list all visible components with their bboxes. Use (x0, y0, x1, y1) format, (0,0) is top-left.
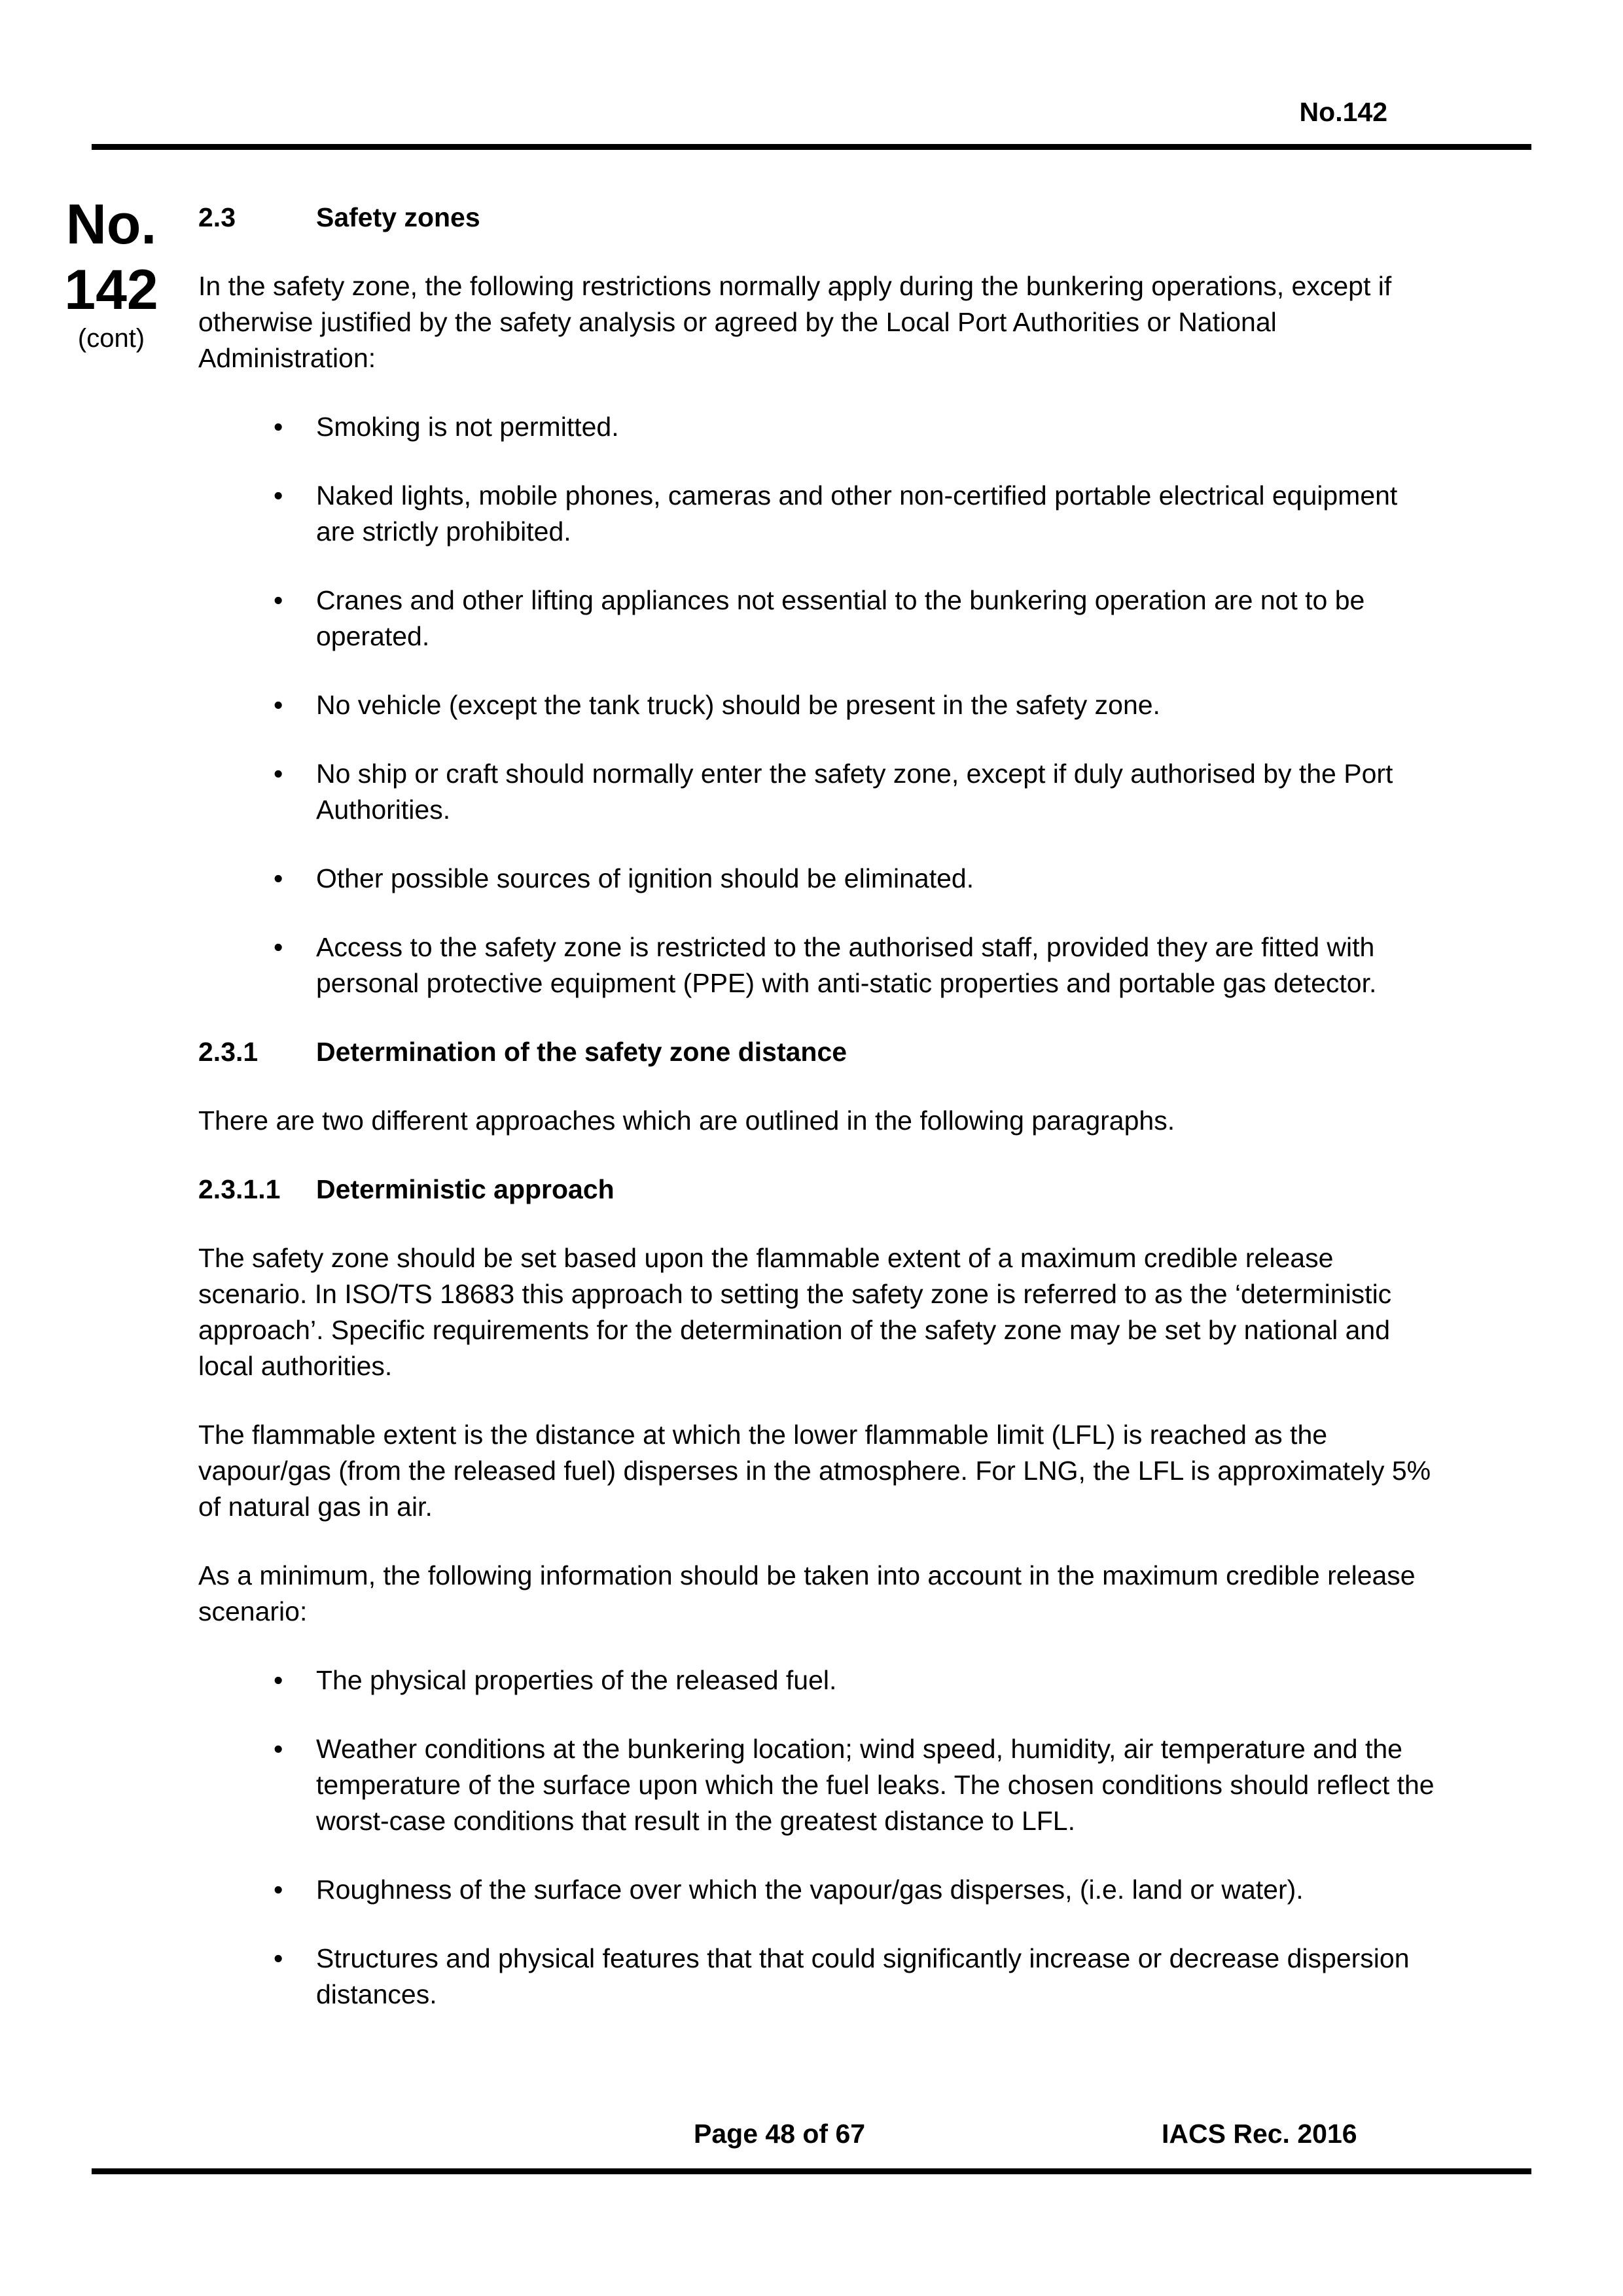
bullet-icon: • (274, 585, 283, 615)
section-title: Safety zones (316, 202, 480, 232)
side-label-number: 142 (64, 259, 158, 321)
subsubsection-number: 2.3.1.1 (198, 1174, 281, 1204)
intro-paragraph: In the safety zone, the following restrictions normally apply during the bunkering operations, except if otherwise justified by the safety analysis or agreed by the Local Port Authorities or National Administration: (198, 271, 1392, 373)
section-heading (198, 200, 1442, 236)
list-item: • Other possible sources of ignition should be eliminated. (198, 861, 1442, 897)
bullet-icon: • (274, 1734, 283, 1764)
paragraph-minimum-info: As a minimum, the following information should be taken into account in the maximum credible release scenario: (198, 1560, 1416, 1626)
list-item: • Access to the safety zone is restricted to the authorised staff, provided they are fitted with personal protective equipment (PPE) with anti-static properties and portable gas detector. (198, 929, 1442, 1001)
list-item: • Cranes and other lifting appliances not essential to the bunkering operation are not to be operated. (198, 583, 1442, 655)
bullet-icon: • (274, 1943, 283, 1973)
list-item: • Naked lights, mobile phones, cameras and other non-certified portable electrical equipment are strictly prohibited. (198, 478, 1442, 550)
subsection-title: Determination of the safety zone distance (316, 1037, 847, 1067)
side-label-cont: (cont) (77, 324, 145, 353)
list-item: • Weather conditions at the bunkering location; wind speed, humidity, air temperature and the temperature of the surface upon which the fuel leaks. The chosen conditions should reflect the worst-case conditions that result in the greatest distance to LFL. (198, 1731, 1442, 1839)
footer-recommendation: IACS Rec. 2016 (1162, 2119, 1357, 2149)
bullet-icon: • (274, 690, 283, 720)
side-label-no: No. (65, 193, 157, 256)
header-rule (92, 144, 1531, 150)
header-doc-number: No.142 (1299, 97, 1387, 127)
bullet-icon: • (274, 932, 283, 962)
section-number: 2.3 (198, 202, 236, 232)
factors-list (198, 1662, 1442, 2013)
document-body (198, 200, 1442, 2045)
list-item: • The physical properties of the released fuel. (198, 1662, 1442, 1698)
subsubsection-title: Deterministic approach (316, 1174, 615, 1204)
paragraph-deterministic: The safety zone should be set based upon the flammable extent of a maximum credible release scenario. In ISO/TS 18683 this approach to setting the safety zone is referred to as the ‘deterministic approach’. Specific requirements for the determination of the safety zone may be set by national and local authorities. (198, 1243, 1392, 1381)
subsection-paragraph: There are two different approaches which are outlined in the following paragraphs. (198, 1105, 1175, 1136)
list-item: • Smoking is not permitted. (198, 409, 1442, 445)
bullet-icon: • (274, 1874, 283, 1905)
restrictions-list (198, 409, 1442, 1001)
bullet-icon: • (274, 480, 283, 511)
paragraph-flammable-extent: The flammable extent is the distance at which the lower flammable limit (LFL) is reached as the vapour/gas (from the released fuel) disperses in the atmosphere. For LNG, the LFL is approximately 5% of natural gas in air. (198, 1420, 1431, 1522)
bullet-icon: • (274, 863, 283, 893)
subsubsection-heading (198, 1172, 1442, 1208)
subsection-number: 2.3.1 (198, 1037, 259, 1067)
subsection-heading (198, 1034, 1442, 1070)
footer-rule (92, 2168, 1531, 2174)
list-item: • No ship or craft should normally enter the safety zone, except if duly authorised by the Port Authorities. (198, 756, 1442, 828)
footer-page-number: Page 48 of 67 (694, 2119, 866, 2149)
bullet-icon: • (274, 412, 283, 442)
bullet-icon: • (274, 1665, 283, 1695)
bullet-icon: • (274, 759, 283, 789)
list-item: • Roughness of the surface over which the vapour/gas disperses, (i.e. land or water). (198, 1872, 1442, 1908)
list-item: • Structures and physical features that that could significantly increase or decrease dispersion distances. (198, 1941, 1442, 2013)
list-item: • No vehicle (except the tank truck) should be present in the safety zone. (198, 687, 1442, 723)
